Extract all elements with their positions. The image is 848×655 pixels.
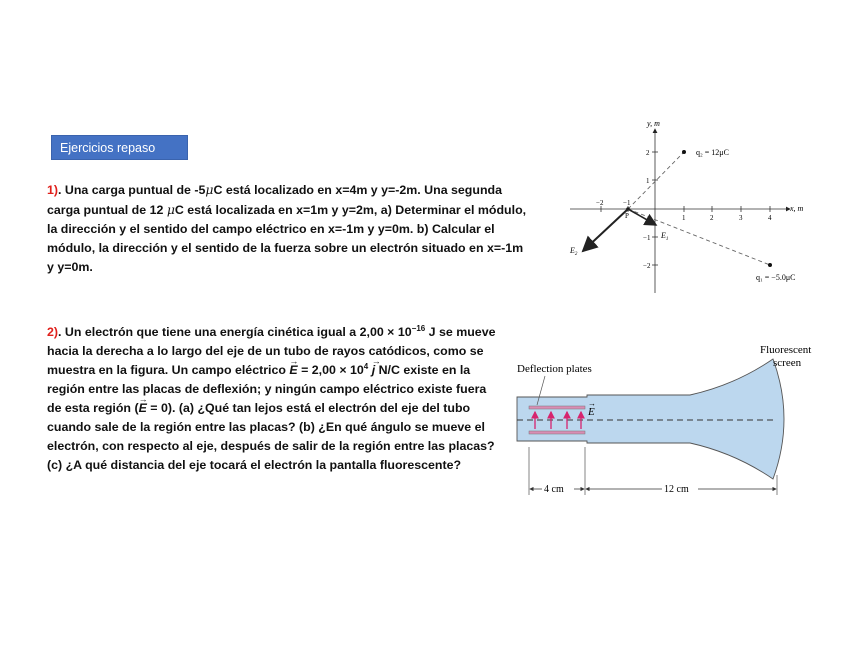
bottom-plate xyxy=(529,431,585,434)
e2-subscript: 2 xyxy=(574,252,578,257)
mu-symbol: μ xyxy=(205,182,214,197)
dashed-line-to-q2 xyxy=(628,152,684,209)
vector-e1 xyxy=(628,209,656,225)
point-p-label: P xyxy=(625,212,629,220)
vector-e-1: → E xyxy=(289,361,297,380)
y-tick-m2: −2 xyxy=(643,262,651,270)
dim-plates-label: 4 cm xyxy=(544,484,564,495)
q1-label: q₁ = −5.0μC xyxy=(756,273,796,282)
section-title: Ejercicios repaso xyxy=(51,135,188,160)
vector-j: → j xyxy=(372,361,375,380)
problem-1-text-b: C está localizado en x=4m y y=-2m. Una segunda carga puntual de 12 xyxy=(47,183,502,217)
x-tick-1: 1 xyxy=(682,214,686,222)
charge-q1 xyxy=(768,263,772,267)
q2-label: q₂ = 12μC xyxy=(696,148,729,157)
exponent-b: 4 xyxy=(363,361,369,371)
problem-2-text-b: J se mueve hacia la derecha a lo largo del eje de un tubo de rayos catódicos, como se muestra en la figura. Un campo eléctrico xyxy=(47,325,496,377)
problem-2-text-d: N/C existe en la región entre las placas de deflexión; y ningún campo eléctrico existe fuera de esta región ( xyxy=(47,363,487,415)
problem-1-text-a: . Una carga puntual de -5 xyxy=(58,183,206,197)
field-label: E xyxy=(588,406,595,418)
x-tick-m1: −1 xyxy=(623,199,631,207)
tube-body xyxy=(517,359,784,479)
screen-label-2: screen xyxy=(773,357,802,369)
charge-field-diagram xyxy=(560,115,820,295)
problem-2-text-e: = 0). (a) ¿Qué tan lejos está el electrón del eje del tubo cuando sale de la región entre las placas? (b) ¿En qué ángulo se mueve el electrón, con respecto al eje, después de salir de la región entre las placas? (c) ¿A qué distancia del eje tocará el electrón la pantalla fluorescente? xyxy=(47,401,495,472)
mu-symbol-2: μ xyxy=(166,202,175,217)
x-tick-3: 3 xyxy=(739,214,743,222)
problem-2-number: 2) xyxy=(47,325,59,339)
dim-tube-label: 12 cm xyxy=(664,484,689,495)
y-tick-2: 2 xyxy=(646,149,650,157)
exponent-a: −16 xyxy=(411,323,426,333)
x-tick-4: 4 xyxy=(768,214,772,222)
vector-e2 xyxy=(583,209,628,251)
problem-2-text-a: . Un electrón que tiene una energía cinética igual a 2,00 × 10 xyxy=(58,325,412,339)
deflection-plates-label: Deflection plates xyxy=(517,363,592,375)
problem-1-text-c: C está localizada en x=1m y y=2m, a) Determinar el módulo, la dirección y el sentido del campo eléctrico en x=-1m y y=0m. b) Calcular el módulo, la dirección y el sentido de la fuerza sobre un electrón situado en x=-1m y y=0m. xyxy=(47,203,527,274)
y-axis-label: y, m xyxy=(647,119,660,128)
y-tick-1: 1 xyxy=(646,177,650,185)
crt-diagram xyxy=(505,335,835,505)
x-tick-2: 2 xyxy=(710,214,714,222)
x-axis-label: x, m xyxy=(790,204,804,213)
x-tick-m2: −2 xyxy=(596,199,604,207)
problem-2 xyxy=(47,323,497,475)
charge-q2 xyxy=(682,150,686,154)
e1-subscript: 1 xyxy=(665,237,669,242)
problem-1 xyxy=(47,180,532,277)
top-plate xyxy=(529,406,585,409)
vector-e-2: → E xyxy=(139,399,147,418)
field-arrow-glyph: → xyxy=(588,399,596,408)
y-tick-m1: −1 xyxy=(643,234,651,242)
screen-label-1: Fluorescent xyxy=(760,344,812,356)
e2-label: $E_2$ xyxy=(570,246,578,257)
problem-1-number: 1) xyxy=(47,183,59,197)
e1-label: $E_1$ xyxy=(661,231,669,242)
problem-2-text-c: = 2,00 × 10 xyxy=(297,363,364,377)
